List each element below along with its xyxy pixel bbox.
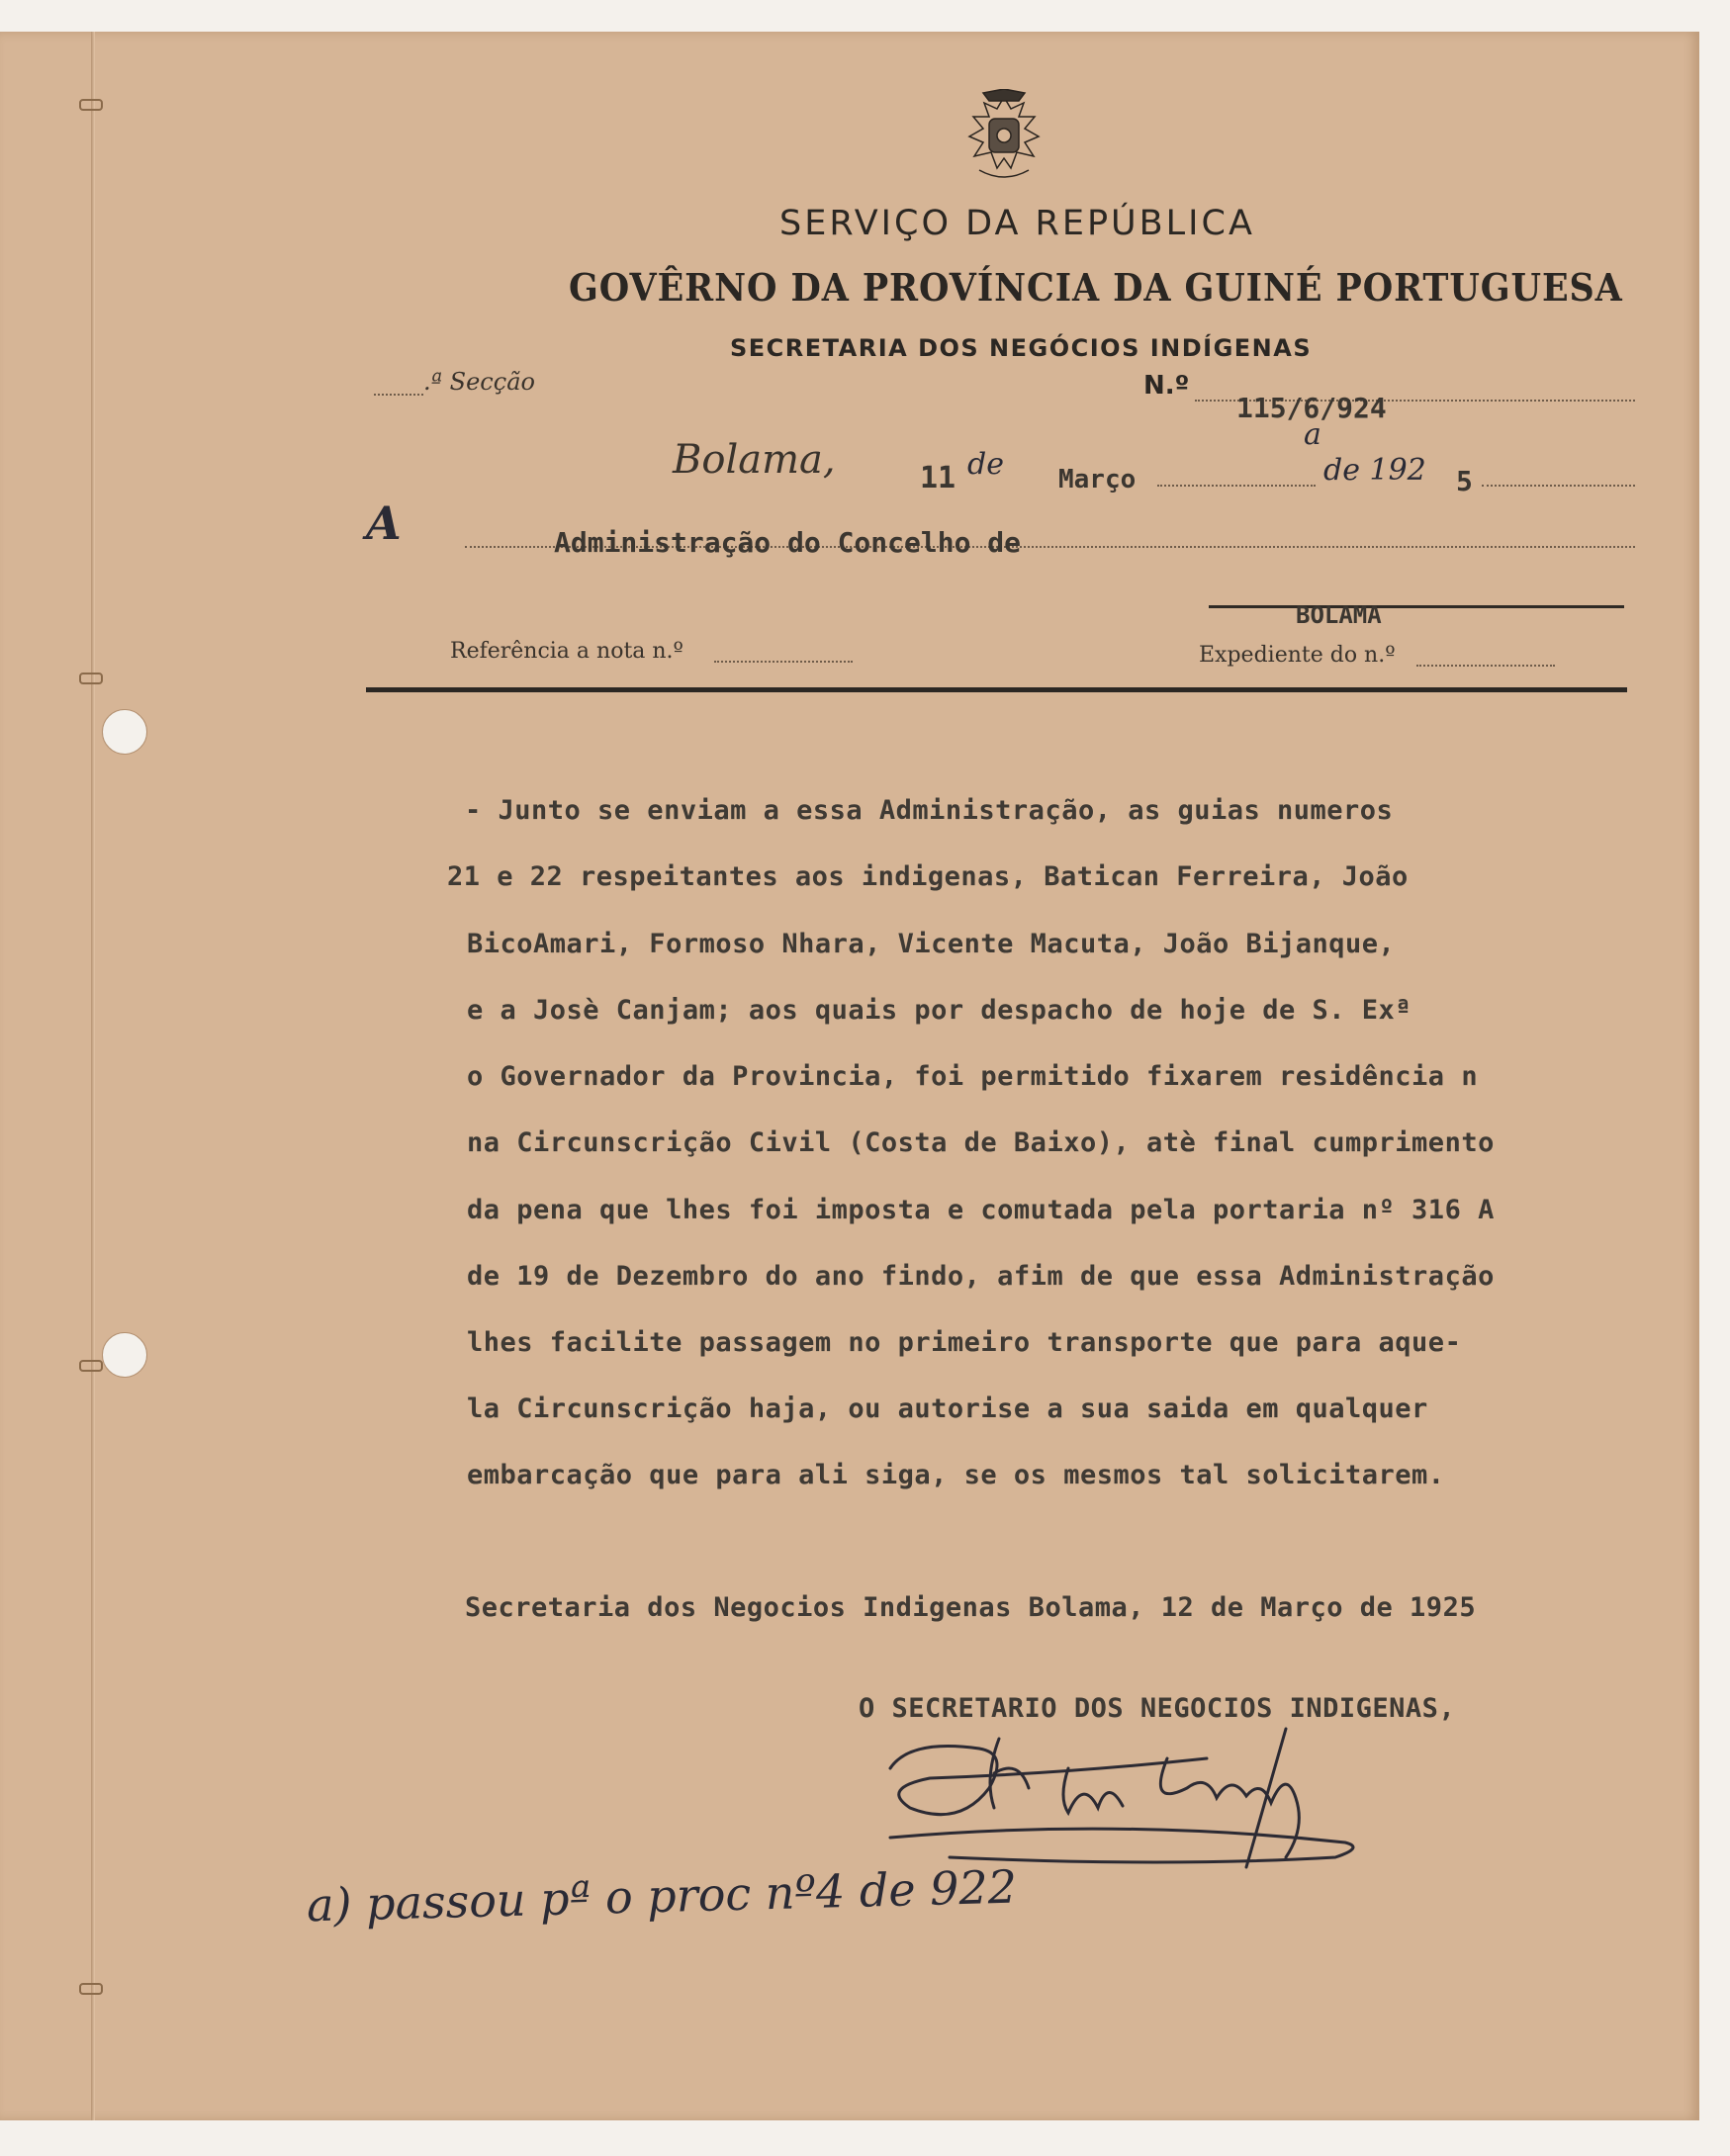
date-dots-2 bbox=[1482, 485, 1635, 487]
coat-of-arms-icon bbox=[940, 89, 1068, 184]
number-label: N.º bbox=[1143, 371, 1190, 401]
date-day: 11 bbox=[920, 461, 956, 495]
binder-stitch bbox=[79, 1360, 103, 1372]
header-secretariat: SECRETARIA DOS NEGÓCIOS INDÍGENAS bbox=[730, 334, 1313, 362]
date-de-2: de 192 bbox=[1323, 453, 1426, 488]
date-de-1: de bbox=[967, 447, 1004, 482]
header-government: GOVÊRNO DA PROVÍNCIA DA GUINÉ PORTUGUESA bbox=[569, 265, 1623, 310]
punch-hole-top bbox=[102, 709, 147, 755]
reference-nota-label: Referência a nota n.º bbox=[450, 639, 683, 664]
reference-expediente-dots bbox=[1416, 665, 1555, 667]
binder-stitch bbox=[79, 99, 103, 111]
number-mark: a bbox=[1304, 417, 1321, 452]
sheet-fold bbox=[91, 32, 95, 2120]
number-value: 115/6/924 bbox=[1236, 392, 1387, 424]
addressee-place: BOLAMA bbox=[1296, 601, 1382, 629]
section-label: .ª Secção bbox=[423, 368, 535, 396]
body-line: e a Josè Canjam; aos quais por despacho de hoje de S. Exª bbox=[467, 995, 1412, 1026]
body-line: da pena que lhes foi imposta e comutada pela portaria nº 316 A bbox=[467, 1195, 1495, 1225]
header-service: SERVIÇO DA REPÚBLICA bbox=[779, 204, 1255, 243]
body-line: o Governador da Provincia, foi permitido fixarem residência n bbox=[467, 1061, 1479, 1092]
section-dots bbox=[374, 394, 423, 396]
closing-place-date: Secretaria dos Negocios Indigenas Bolama, 12 de Março de 1925 bbox=[465, 1592, 1477, 1623]
addressee-rule bbox=[1209, 605, 1624, 608]
punch-hole-bottom bbox=[102, 1332, 147, 1378]
binder-stitch bbox=[79, 673, 103, 684]
body-line: - Junto se enviam a essa Administração, as guias numeros bbox=[465, 795, 1394, 826]
body-line: lhes facilite passagem no primeiro transporte que para aque- bbox=[467, 1327, 1462, 1358]
binder-stitch bbox=[79, 1983, 103, 1995]
date-month: Março bbox=[1058, 465, 1137, 494]
header-divider bbox=[366, 687, 1627, 692]
body-line: na Circunscrição Civil (Costa de Baixo), atè final cumprimento bbox=[467, 1127, 1495, 1158]
body-line: BicoAmari, Formoso Nhara, Vicente Macuta, João Bijanque, bbox=[467, 929, 1396, 959]
body-line: la Circunscrição haja, ou autorise a sua saida em qualquer bbox=[467, 1393, 1428, 1424]
date-dots-1 bbox=[1157, 485, 1316, 487]
addressee-text: Administração do Concelho de bbox=[554, 526, 1022, 559]
reference-expediente-label: Expediente do n.º bbox=[1199, 643, 1396, 668]
addressee-prefix: A bbox=[366, 496, 402, 550]
date-place: Bolama, bbox=[673, 437, 836, 483]
reference-nota-dots bbox=[714, 661, 853, 663]
signatory-title: O SECRETARIO DOS NEGOCIOS INDIGENAS, bbox=[859, 1693, 1456, 1724]
body-line: de 19 de Dezembro do ano findo, afim de que essa Administração bbox=[467, 1261, 1495, 1292]
date-year-digit: 5 bbox=[1456, 465, 1473, 497]
body-line: 21 e 22 respeitantes aos indigenas, Batican Ferreira, João bbox=[447, 861, 1409, 892]
body-line: embarcação que para ali siga, se os mesmos tal solicitarem. bbox=[467, 1460, 1445, 1490]
handwritten-note: a) passou pª o proc nº4 de 922 bbox=[306, 1859, 1018, 1932]
